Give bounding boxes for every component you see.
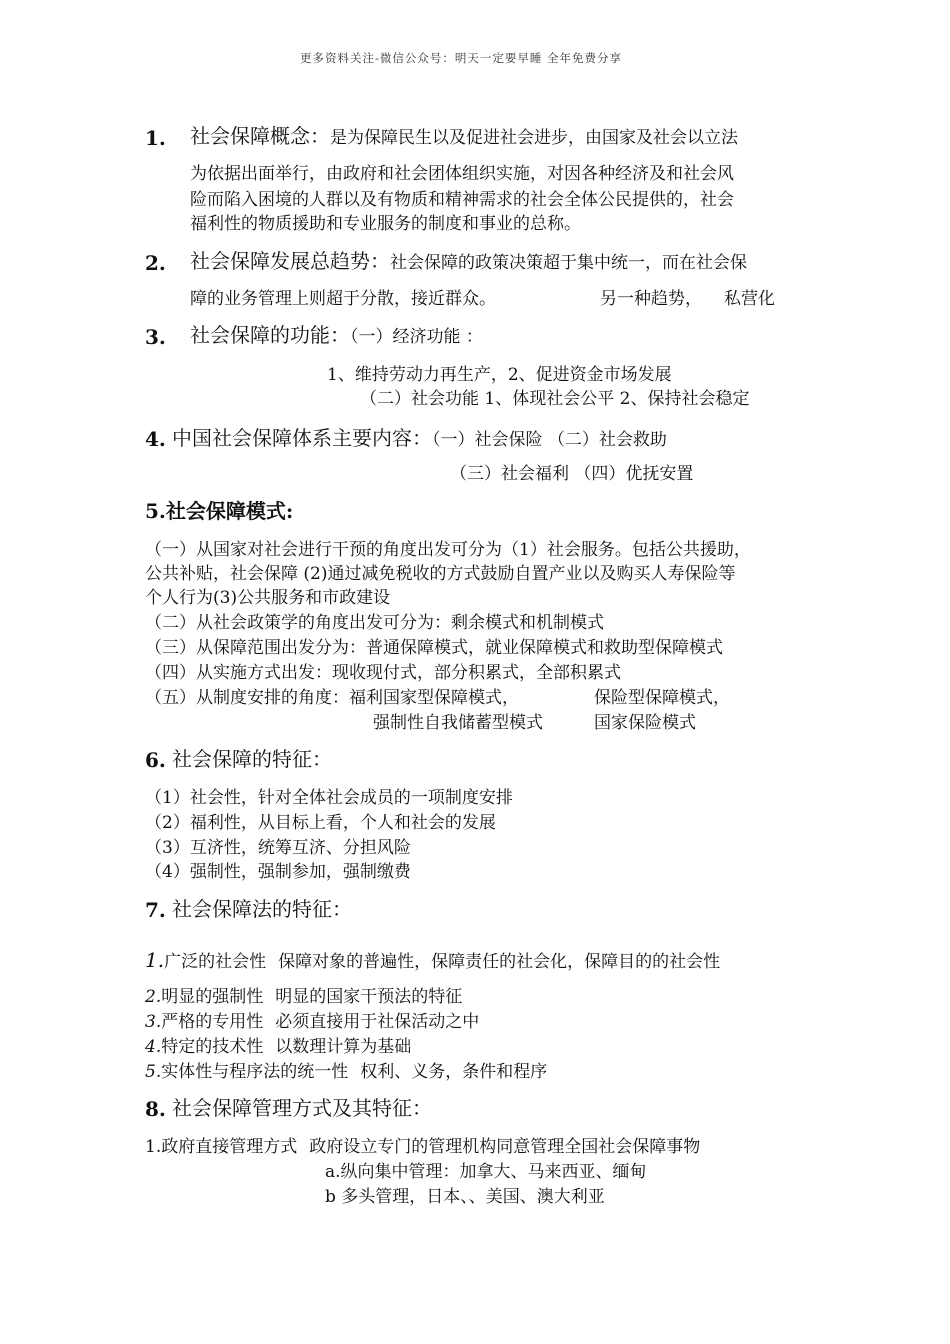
section-7-item-5-label: 实体性与程序法的统一性	[161, 1062, 349, 1082]
section-2-text-1: 社会保障的政策决策超于集中统一，而在社会保	[390, 253, 747, 273]
page-header: 更多资料关注-微信公众号：明天一定要早睡 全年免费分享	[300, 51, 623, 65]
section-6-title: 社会保障的特征：	[172, 747, 332, 771]
section-5-text-5: （三）从保障范围出发分为：普通保障模式，就业保障模式和救助型保障模式	[145, 638, 723, 658]
section-1-heading	[190, 126, 738, 147]
section-4-text-2: （三）社会福利 （四）优抚安置	[450, 464, 694, 484]
section-2-title: 社会保障发展总趋势：	[190, 249, 390, 273]
section-7-item-2	[145, 989, 462, 1006]
section-8-number: 8.	[145, 1097, 166, 1121]
section-3-title: 社会保障的功能：	[190, 323, 350, 347]
section-7-item-3-label: 严格的专用性	[161, 1012, 264, 1032]
section-6-text-2: （2）福利性，从目标上看，个人和社会的发展	[145, 813, 496, 833]
section-5-text-2: 公共补贴，社会保障 (2)通过减免税收的方式鼓励自置产业以及购买人寿保险等	[145, 564, 736, 584]
section-7-item-2-text: 明显的国家干预法的特征	[275, 987, 463, 1007]
section-5-text-3: 个人行为(3)公共服务和市政建设	[145, 588, 391, 608]
section-7-number: 7.	[145, 898, 166, 922]
section-2-heading	[190, 251, 747, 272]
section-1-text-1: 是为保障民生以及促进社会进步，由国家及社会以立法	[330, 128, 738, 148]
section-5-text-8b: 国家保险模式	[594, 713, 696, 733]
section-8-text-2: a.纵向集中管理：加拿大、马来西亚、缅甸	[325, 1162, 647, 1182]
section-7-item-4	[145, 1039, 411, 1056]
section-7-item-3	[145, 1014, 479, 1031]
section-1-text-3: 险而陷入困境的人群以及有物质和精神需求的社会全体公民提供的，社会	[190, 190, 734, 210]
section-7-item-4-num: 4.	[145, 1037, 162, 1057]
section-3-number: 3.	[145, 325, 166, 349]
section-8-text-3: b 多头管理，日本、、美国、澳大利亚	[325, 1187, 605, 1207]
section-5-text-7b: 保险型保障模式，	[594, 688, 730, 708]
section-6-number: 6.	[145, 748, 166, 772]
section-5-text-8a: 强制性自我储蓄型模式	[373, 713, 543, 733]
section-5-text-6: （四）从实施方式出发：现收现付式，部分积累式，全部积累式	[145, 663, 621, 683]
section-7-item-5-text: 权利、义务，条件和程序	[360, 1062, 548, 1082]
section-8-text-1-label: 1.政府直接管理方式	[145, 1137, 298, 1157]
section-7-item-1-text: 保障对象的普遍性，保障责任的社会化，保障目的的社会性	[278, 952, 721, 972]
section-8-text-1	[145, 1139, 700, 1156]
section-7-item-1	[145, 950, 720, 971]
section-6-text-3: （3）互济性，统筹互济、分担风险	[145, 838, 411, 858]
section-6-text-1: （1）社会性，针对全体社会成员的一项制度安排	[145, 788, 513, 808]
section-1-title: 社会保障概念：	[190, 124, 330, 148]
section-7-item-2-num: 2.	[145, 987, 162, 1007]
section-1-text-2: 为依据出面举行，由政府和社会团体组织实施，对因各种经济及和社会风	[190, 164, 734, 184]
section-8-title: 社会保障管理方式及其特征：	[172, 1096, 432, 1120]
section-7-item-3-text: 必须直接用于社保活动之中	[275, 1012, 480, 1032]
section-4-text-1: （一）社会保险 （二）社会救助	[432, 430, 667, 450]
section-7-item-1-num: 1.	[145, 948, 165, 972]
section-6-text-4: （4）强制性，强制参加，强制缴费	[145, 862, 411, 882]
section-2-text-2: 障的业务管理上则超于分散，接近群众。	[190, 289, 496, 309]
section-5-title: 5.社会保障模式:	[145, 499, 294, 523]
section-5-text-1: （一）从国家对社会进行干预的角度出发可分为（1）社会服务。包括公共援助，	[145, 540, 751, 560]
section-4-title: 中国社会保障体系主要内容：	[172, 426, 432, 450]
section-1-number: 1.	[145, 126, 166, 150]
section-4-heading	[172, 428, 667, 449]
section-7-title: 社会保障法的特征：	[172, 897, 352, 921]
section-7-item-3-num: 3.	[145, 1012, 162, 1032]
section-3-text-2: 1、维持劳动力再生产，2、促进资金市场发展	[327, 365, 672, 385]
section-5-text-7a: （五）从制度安排的角度：福利国家型保障模式，	[145, 688, 519, 708]
section-2-number: 2.	[145, 251, 166, 275]
section-8-text-1-body: 政府设立专门的管理机构同意管理全国社会保障事物	[309, 1137, 701, 1157]
section-3-heading	[190, 325, 483, 346]
section-7-item-5-num: 5.	[145, 1062, 162, 1082]
section-7-item-4-text: 以数理计算为基础	[275, 1037, 412, 1057]
section-1-text-4: 福利性的物质援助和专业服务的制度和事业的总称。	[190, 214, 581, 234]
section-3-text-3: （二）社会功能 1、体现社会公平 2、保持社会稳定	[360, 389, 750, 409]
section-3-text-1: （一）经济功能 ：	[350, 327, 483, 347]
section-2-text-2c: 私营化	[724, 289, 775, 309]
section-5-text-4: （二）从社会政策学的角度出发可分为：剩余模式和机制模式	[145, 613, 604, 633]
section-7-item-5	[145, 1064, 547, 1081]
section-4-number: 4.	[145, 427, 166, 451]
section-2-text-2b: 另一种趋势，	[600, 289, 702, 309]
section-7-item-4-label: 特定的技术性	[161, 1037, 264, 1057]
section-7-item-1-label: 广泛的社会性	[164, 952, 267, 972]
section-7-item-2-label: 明显的强制性	[161, 987, 264, 1007]
